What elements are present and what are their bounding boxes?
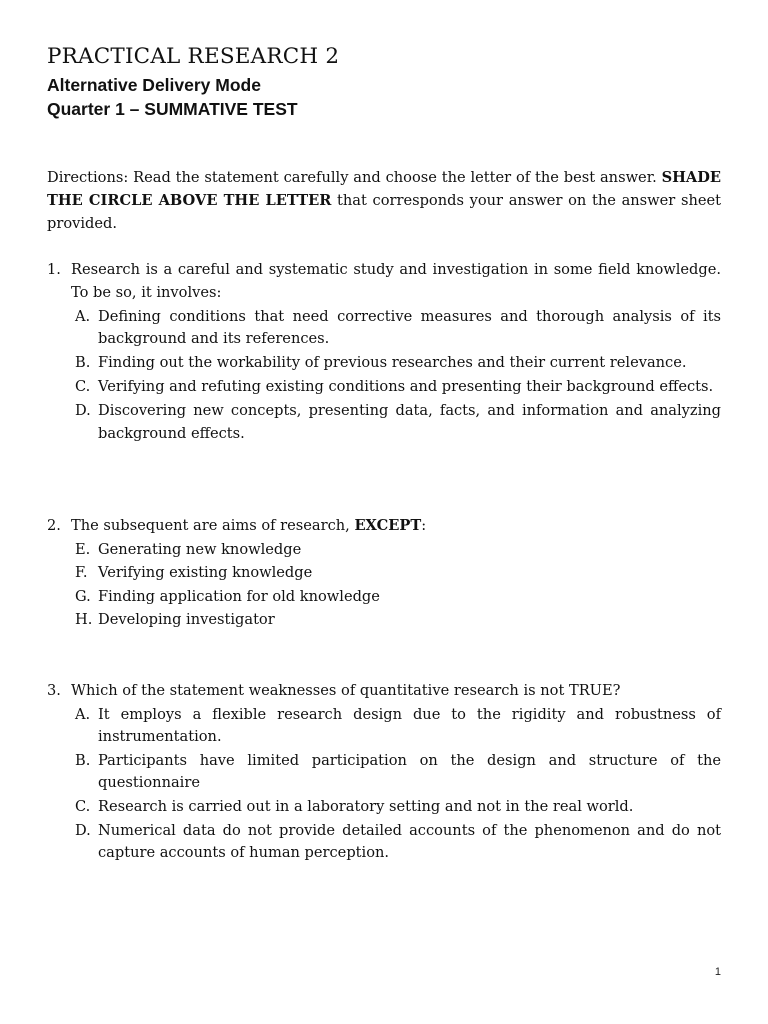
document-title: PRACTICAL RESEARCH 2	[47, 44, 340, 69]
choice-text: Generating new knowledge	[98, 540, 302, 558]
choice-text: Defining conditions that need corrective measures and thorough analysis of its background and its references.	[98, 307, 721, 347]
question-text: Research is a careful and systematic study and investigation in some field knowledge. To be so, it involves:	[71, 261, 721, 301]
directions-emphasis: SHADE THE CIRCLE ABOVE THE LETTER	[47, 169, 721, 209]
choice-letter: B.	[75, 751, 91, 769]
choice-item	[75, 796, 721, 819]
choice-item	[75, 539, 721, 562]
choice-text: Participants have limited participation on the design and structure of the questionnaire	[98, 751, 721, 792]
choice-letter: C.	[75, 798, 91, 816]
question-2	[47, 515, 721, 632]
question-3	[47, 680, 721, 865]
choice-letter: C.	[75, 378, 91, 395]
question-number: 3.	[47, 682, 61, 699]
choice-item	[75, 562, 721, 585]
choice-item	[75, 609, 721, 632]
question-text: The subsequent are aims of research,	[71, 517, 355, 534]
choice-text: Discovering new concepts, presenting data, facts, and information and analyzing background effects.	[98, 402, 721, 442]
choice-list	[47, 704, 721, 865]
directions-text: Directions: Read the statement carefully and choose the letter of the best answer.	[47, 169, 662, 186]
choice-text: Research is carried out in a laboratory setting and not in the real world.	[98, 798, 634, 816]
choice-text: Numerical data do not provide detailed accounts of the phenomenon and do not capture accounts of human perception.	[98, 821, 721, 862]
choice-item	[75, 586, 721, 609]
choice-letter: G.	[75, 587, 91, 605]
directions-text-end: that corresponds your answer on the answer sheet provided.	[47, 192, 721, 232]
question-text-end: :	[421, 517, 427, 534]
choice-item	[75, 352, 721, 375]
choice-item	[75, 704, 721, 749]
choice-letter: E.	[75, 540, 91, 558]
question-text: Which of the statement weaknesses of quantitative research is not TRUE?	[71, 682, 621, 699]
question-stem	[47, 680, 721, 703]
choice-letter: A.	[75, 307, 91, 325]
question-number: 1.	[47, 261, 61, 278]
choice-text: Developing investigator	[98, 611, 275, 628]
page-number: 1	[714, 966, 721, 978]
choice-letter: B.	[75, 354, 91, 371]
delivery-mode-subtitle: Alternative Delivery Mode	[47, 75, 261, 95]
choice-text: Verifying existing knowledge	[98, 564, 313, 581]
quarter-test-subtitle: Quarter 1 – SUMMATIVE TEST	[47, 99, 298, 119]
choice-letter: A.	[75, 705, 91, 723]
choice-list	[47, 306, 721, 446]
choice-item	[75, 400, 721, 445]
choice-letter: H.	[75, 611, 93, 628]
question-number: 2.	[47, 517, 61, 534]
choice-letter: D.	[75, 821, 91, 839]
choice-text: It employs a flexible research design due to the rigidity and robustness of instrumentation.	[98, 705, 721, 746]
choice-list	[47, 539, 721, 632]
choice-letter: D.	[75, 402, 91, 419]
choice-text: Finding application for old knowledge	[98, 587, 380, 605]
choice-item	[75, 306, 721, 351]
question-1	[47, 259, 721, 445]
choice-text: Verifying and refuting existing conditions and presenting their background effects.	[98, 378, 714, 395]
choice-text: Finding out the workability of previous researches and their current relevance.	[98, 354, 687, 371]
choice-item	[75, 820, 721, 865]
directions-paragraph	[47, 166, 721, 235]
question-emphasis: EXCEPT	[354, 517, 422, 534]
choice-item	[75, 376, 721, 399]
question-stem	[47, 259, 721, 304]
question-stem	[47, 515, 721, 538]
choice-item	[75, 750, 721, 795]
choice-letter: F.	[75, 564, 88, 581]
